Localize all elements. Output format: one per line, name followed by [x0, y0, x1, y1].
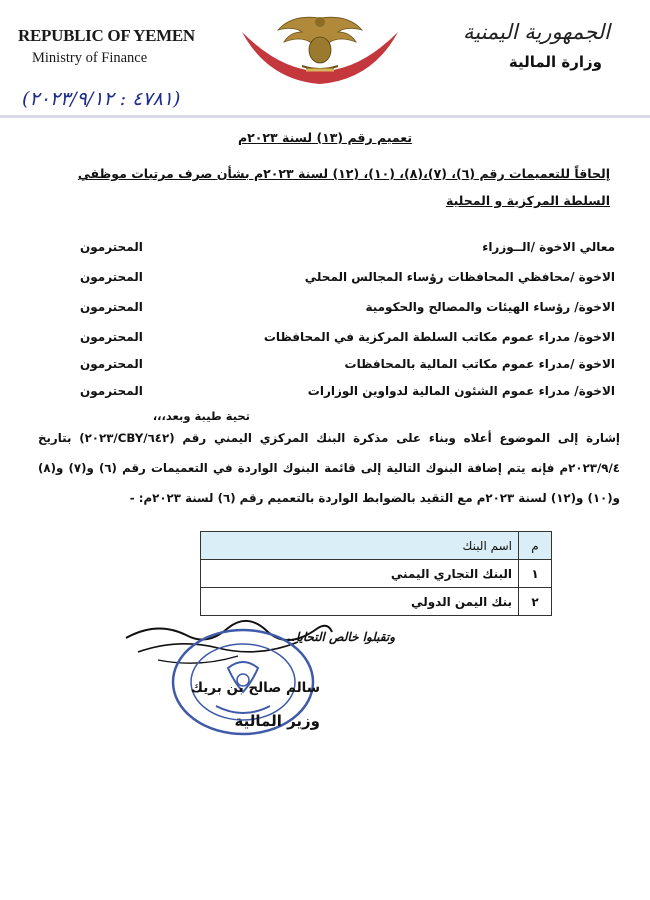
header-bank-name: اسم البنك — [201, 532, 519, 560]
addressee-honorific: المحترمون — [80, 330, 143, 344]
arabic-country-title: الجمهورية اليمنية — [462, 20, 610, 44]
header-num: م — [519, 532, 552, 560]
row-num: ٢ — [519, 588, 552, 616]
signatory-title: وزير المالية — [234, 712, 320, 730]
bank-name: البنك التجاري اليمني — [201, 560, 519, 588]
circular-subject: إلحاقاً للتعميمات رقم (٦)، (٧)،(٨)، (١٠)، (١٢) لسنة ٢٠٢٣م بشأن صرف مرتبات موظفي السلطة المركزية و المحلية — [77, 166, 610, 208]
handwritten-reference-number: (٤٧٨١ : ٢٠٢٣/٩/١٢) — [22, 88, 181, 110]
addressee-name: الاخوة/ مدراء عموم مكاتب السلطة المركزية في المحافظات — [263, 330, 615, 344]
addressee-row — [80, 330, 615, 360]
addressee-name: الاخوة /مدراء عموم مكاتب المالية بالمحافظات — [344, 357, 615, 371]
addressee-name: الاخوة/ رؤساء الهيئات والمصالح والحكومية — [365, 300, 615, 314]
yemen-eagle-emblem-icon — [232, 10, 408, 90]
addressee-honorific: المحترمون — [80, 384, 143, 398]
addressee-row — [80, 357, 615, 387]
circular-title: تعميم رقم (١٣) لسنة ٢٠٢٣م — [237, 130, 413, 145]
addressee-honorific: المحترمون — [80, 270, 143, 284]
addressee-honorific: المحترمون — [80, 300, 143, 314]
english-country-title: REPUBLIC OF YEMEN — [18, 26, 195, 45]
signatory-name: سالم صالح بن بريك — [190, 680, 320, 696]
closing-text: وتقبلوا خالص التحايا... — [282, 630, 395, 644]
addressee-name: الاخوة /محافظي المحافظات رؤساء المجالس المحلي — [304, 270, 615, 284]
addressee-row — [80, 300, 615, 330]
addressee-name: الاخوة/ مدراء عموم الشئون المالية لدواوين الوزارات — [307, 384, 615, 398]
addressee-row — [80, 270, 615, 300]
addressee-honorific: المحترمون — [80, 240, 143, 254]
addressee-name: معالي الاخوة /الــوزراء — [482, 240, 615, 254]
body-paragraph: إشارة إلى الموضوع أعلاه وبناء على مذكرة البنك المركزي اليمني رقم (٦٤٢/CBY/٢٠٢٣) بتاريخ ٢٠٢٣/٩/٤م فإنه يتم إضافة البنوك التالية إلى قائمة البنوك الواردة في التعميمات رقم (٦) و(٧) و(٨) و(١٠) و(١٢) لسنة ٢٠٢٣م مع التقيد بالضوابط الواردة بالتعميم رقم (٦) لسنة ٢٠٢٣م: - — [38, 431, 620, 505]
header-divider — [0, 115, 650, 118]
bank-name: بنك اليمن الدولي — [201, 588, 519, 616]
greeting: تحية طيبة وبعد،،، — [152, 409, 250, 423]
row-num: ١ — [519, 560, 552, 588]
addressee-row — [80, 240, 615, 270]
english-ministry-name: Ministry of Finance — [32, 50, 148, 66]
table-row — [201, 560, 552, 588]
table-header-row — [201, 532, 552, 560]
addressee-honorific: المحترمون — [80, 357, 143, 371]
arabic-ministry-name: وزارة المالية — [508, 53, 602, 71]
